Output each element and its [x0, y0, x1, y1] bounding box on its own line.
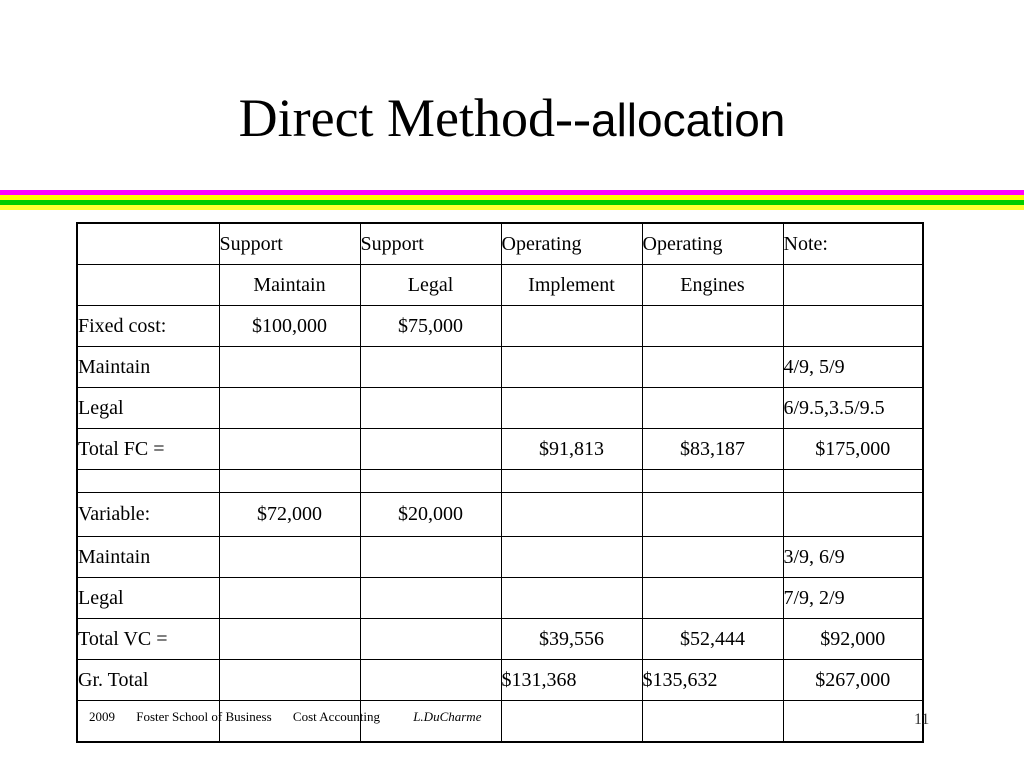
table-cell	[77, 264, 219, 305]
table-row-spacer	[77, 469, 923, 492]
table-cell	[783, 492, 923, 536]
table-cell: $175,000	[783, 428, 923, 469]
table-cell	[360, 469, 501, 492]
table-cell: Maintain	[77, 346, 219, 387]
table-row-variable	[77, 492, 923, 536]
table-cell	[77, 223, 219, 264]
table-cell: $100,000	[219, 305, 360, 346]
table-cell: 4/9, 5/9	[783, 346, 923, 387]
table-cell	[219, 469, 360, 492]
table-row-gr-total	[77, 659, 923, 700]
footer-school: Foster School of Business	[136, 708, 272, 724]
table-row-fixed-legal	[77, 387, 923, 428]
table-cell	[642, 536, 783, 577]
table-cell: Maintain	[77, 536, 219, 577]
header-row-2	[77, 264, 923, 305]
page-number: 11	[914, 711, 930, 728]
table-cell	[219, 428, 360, 469]
footer-author: L.DuCharme	[413, 708, 482, 724]
table-cell: $92,000	[783, 618, 923, 659]
table-cell	[501, 700, 642, 742]
table-cell	[219, 577, 360, 618]
table-cell	[360, 659, 501, 700]
table-cell: Note:	[783, 223, 923, 264]
table-row-fixed-cost	[77, 305, 923, 346]
table-row-footer	[77, 700, 923, 742]
table-cell: Legal	[77, 387, 219, 428]
table-cell: 6/9.5,3.5/9.5	[783, 387, 923, 428]
table-cell: Legal	[360, 264, 501, 305]
table-cell: Total VC =	[77, 618, 219, 659]
table-cell: $267,000	[783, 659, 923, 700]
table-cell	[642, 492, 783, 536]
table-cell	[642, 700, 783, 742]
title-sub: allocation	[591, 94, 786, 146]
table-cell	[642, 346, 783, 387]
table-cell	[642, 305, 783, 346]
table-cell: Engines	[642, 264, 783, 305]
table-cell	[360, 618, 501, 659]
table-cell: Legal	[77, 577, 219, 618]
table-cell: Implement	[501, 264, 642, 305]
table-cell: $39,556	[501, 618, 642, 659]
table-row-total-vc	[77, 618, 923, 659]
table-cell	[501, 346, 642, 387]
table-cell	[642, 469, 783, 492]
table-cell: Fixed cost:	[77, 305, 219, 346]
table-cell: 7/9, 2/9	[783, 577, 923, 618]
table-cell: $131,368	[501, 659, 642, 700]
table-cell	[360, 428, 501, 469]
table-cell: Operating	[642, 223, 783, 264]
stripe-yellow-light	[0, 205, 1024, 210]
table-row-variable-legal	[77, 577, 923, 618]
table-cell	[783, 700, 923, 742]
table-cell: Variable:	[77, 492, 219, 536]
header-row-1	[77, 223, 923, 264]
table-cell	[77, 469, 219, 492]
table-cell	[501, 492, 642, 536]
table-cell	[219, 346, 360, 387]
table-cell	[783, 469, 923, 492]
title-main: Direct Method--	[238, 88, 591, 148]
table-cell: 3/9, 6/9	[783, 536, 923, 577]
table-cell	[783, 264, 923, 305]
table-cell	[219, 659, 360, 700]
table-cell	[219, 536, 360, 577]
table-cell	[360, 577, 501, 618]
table-cell	[360, 536, 501, 577]
table-cell	[501, 577, 642, 618]
table-cell	[642, 577, 783, 618]
table-cell	[501, 469, 642, 492]
table-cell	[77, 700, 482, 742]
table-cell	[501, 536, 642, 577]
table-cell: Support	[360, 223, 501, 264]
table-cell	[360, 387, 501, 428]
table-row-variable-maintain	[77, 536, 923, 577]
table-cell: Gr. Total	[77, 659, 219, 700]
table-cell: Support	[219, 223, 360, 264]
slide-title	[0, 82, 1024, 156]
table-cell	[501, 387, 642, 428]
table-cell	[783, 305, 923, 346]
table-cell: $75,000	[360, 305, 501, 346]
footer-year: 2009	[89, 708, 115, 724]
allocation-table	[76, 222, 924, 743]
table-cell	[501, 305, 642, 346]
table-cell: Maintain	[219, 264, 360, 305]
table-cell: Total FC =	[77, 428, 219, 469]
table-cell	[219, 387, 360, 428]
footer-course: Cost Accounting	[292, 708, 380, 724]
table-row-fixed-maintain	[77, 346, 923, 387]
table-cell	[360, 346, 501, 387]
table-cell	[642, 387, 783, 428]
table-cell: $20,000	[360, 492, 501, 536]
table-cell	[219, 618, 360, 659]
table-cell: $52,444	[642, 618, 783, 659]
footer-caption	[89, 709, 499, 725]
table-cell: Operating	[501, 223, 642, 264]
table-cell: $135,632	[642, 659, 783, 700]
table-cell: $91,813	[501, 428, 642, 469]
table-row-total-fc	[77, 428, 923, 469]
table-cell: $72,000	[219, 492, 360, 536]
table-cell: $83,187	[642, 428, 783, 469]
